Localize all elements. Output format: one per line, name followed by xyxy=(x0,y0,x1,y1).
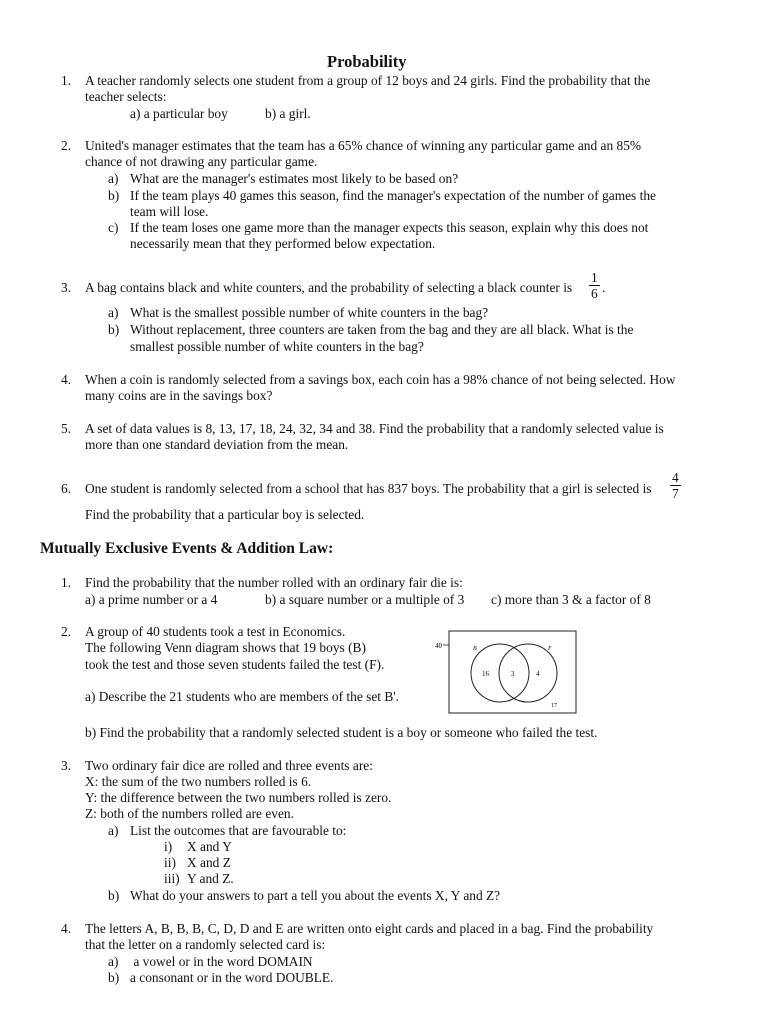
question-number: 4. xyxy=(61,372,72,387)
question-text: many coins are in the savings box? xyxy=(85,388,273,403)
question-text: A group of 40 students took a test in Economics. xyxy=(85,624,346,639)
question-text: chance of not drawing any particular game. xyxy=(85,154,318,169)
sub-label: b) xyxy=(108,888,120,903)
question-number: 2. xyxy=(61,138,72,153)
sub-label: b) xyxy=(108,970,120,985)
roman-label: iii) xyxy=(164,871,180,886)
fraction-numerator: 1 xyxy=(591,270,598,285)
sub-item: Y and Z. xyxy=(187,871,234,886)
fraction-numerator: 4 xyxy=(672,470,679,485)
question-text: Find the probability that the number rolled with an ordinary fair die is: xyxy=(85,575,463,590)
fraction-denominator: 6 xyxy=(591,286,598,301)
question-number: 4. xyxy=(61,921,72,936)
question-text: The following Venn diagram shows that 19 boys (B) xyxy=(85,640,366,655)
sub-question: b) Find the probability that a randomly selected student is a boy or someone who failed the test. xyxy=(85,725,598,740)
question-number: 3. xyxy=(61,758,72,773)
question-number: 5. xyxy=(61,421,72,436)
venn-only-b: 16 xyxy=(482,670,489,678)
sub-question: What is the smallest possible number of white counters in the bag? xyxy=(130,305,489,320)
question-text: The letters A, B, B, B, C, D, D and E are written onto eight cards and placed in a bag. Find the probability xyxy=(85,921,654,936)
question-text: When a coin is randomly selected from a savings box, each coin has a 98% chance of not being selected. How xyxy=(85,372,676,387)
question-number: 1. xyxy=(61,73,72,88)
sub-question: Without replacement, three counters are taken from the bag and they are all black. What is the xyxy=(130,322,634,337)
sub-label: b) xyxy=(108,188,120,203)
sub-question: a) Describe the 21 students who are members of the set B'. xyxy=(85,689,400,704)
fraction-denominator: 7 xyxy=(672,486,679,501)
sub-question: a vowel or in the word DOMAIN xyxy=(130,954,313,969)
sub-question: b) a square number or a multiple of 3 xyxy=(265,592,465,607)
venn-outside: 17 xyxy=(551,703,557,709)
sub-question: a) a particular boy xyxy=(130,106,228,121)
question-number: 3. xyxy=(61,280,72,295)
event-definition: Z: both of the numbers rolled are even. xyxy=(85,806,294,821)
sub-question: What do your answers to part a tell you about the events X, Y and Z? xyxy=(130,888,501,903)
fraction xyxy=(589,270,600,301)
venn-total-label: 40 xyxy=(435,642,442,650)
question-text: Two ordinary fair dice are rolled and three events are: xyxy=(85,758,373,773)
venn-set-f-label: F xyxy=(548,646,552,652)
section-heading: Mutually Exclusive Events & Addition Law: xyxy=(40,540,334,557)
question-text: A set of data values is 8, 13, 17, 18, 24, 32, 34 and 38. Find the probability that a randomly selected value is xyxy=(85,421,664,436)
sub-question: What are the manager's estimates most likely to be based on? xyxy=(130,171,459,186)
sub-question: a) a prime number or a 4 xyxy=(85,592,218,607)
sub-question: If the team plays 40 games this season, find the manager's expectation of the number of games the xyxy=(130,188,656,203)
venn-intersection: 3 xyxy=(511,670,515,678)
question-text: One student is randomly selected from a school that has 837 boys. The probability that a girl is selected is xyxy=(85,481,652,496)
sub-question: If the team loses one game more than the manager expects this season, explain why this does not xyxy=(130,220,649,235)
venn-set-b-label: B xyxy=(473,646,477,652)
sub-label: a) xyxy=(108,823,119,838)
question-text: United's manager estimates that the team has a 65% chance of winning any particular game and an 85% xyxy=(85,138,642,153)
sub-question: b) a girl. xyxy=(265,106,311,121)
venn-circle-b xyxy=(471,644,529,702)
event-definition: X: the sum of the two numbers rolled is 6. xyxy=(85,774,312,789)
fraction xyxy=(670,470,681,501)
venn-circle-f xyxy=(499,644,557,702)
question-text: A teacher randomly selects one student from a group of 12 boys and 24 girls. Find the probability that the xyxy=(85,73,651,88)
sub-question: List the outcomes that are favourable to: xyxy=(130,823,347,838)
roman-label: ii) xyxy=(164,855,176,870)
sub-label: a) xyxy=(108,305,119,320)
sub-label: a) xyxy=(108,954,119,969)
sub-question: a consonant or in the word DOUBLE. xyxy=(130,970,334,985)
question-text: that the letter on a randomly selected card is: xyxy=(85,937,326,952)
sub-question: team will lose. xyxy=(130,204,209,219)
page-title: Probability xyxy=(327,52,407,71)
question-text: Find the probability that a particular boy is selected. xyxy=(85,507,365,522)
sub-item: X and Y xyxy=(187,839,232,854)
sub-label: a) xyxy=(108,171,119,186)
sub-label: c) xyxy=(108,220,119,235)
venn-diagram xyxy=(430,628,580,718)
sub-question: c) more than 3 & a factor of 8 xyxy=(491,592,651,607)
sub-item: X and Z xyxy=(187,855,231,870)
sub-question: necessarily mean that they performed below expectation. xyxy=(130,236,436,251)
question-text: teacher selects: xyxy=(85,89,167,104)
question-text: A bag contains black and white counters, and the probability of selecting a black counter is xyxy=(85,280,573,295)
question-text: more than one standard deviation from the mean. xyxy=(85,437,349,452)
sub-question: smallest possible number of white counters in the bag? xyxy=(130,339,424,354)
question-text: took the test and those seven students failed the test (F). xyxy=(85,657,385,672)
question-number: 1. xyxy=(61,575,72,590)
sub-label: b) xyxy=(108,322,120,337)
question-number: 6. xyxy=(61,481,72,496)
venn-only-f: 4 xyxy=(536,670,540,678)
roman-label: i) xyxy=(164,839,173,854)
event-definition: Y: the difference between the two numbers rolled is zero. xyxy=(85,790,392,805)
question-number: 2. xyxy=(61,624,72,639)
punctuation: . xyxy=(602,280,606,295)
